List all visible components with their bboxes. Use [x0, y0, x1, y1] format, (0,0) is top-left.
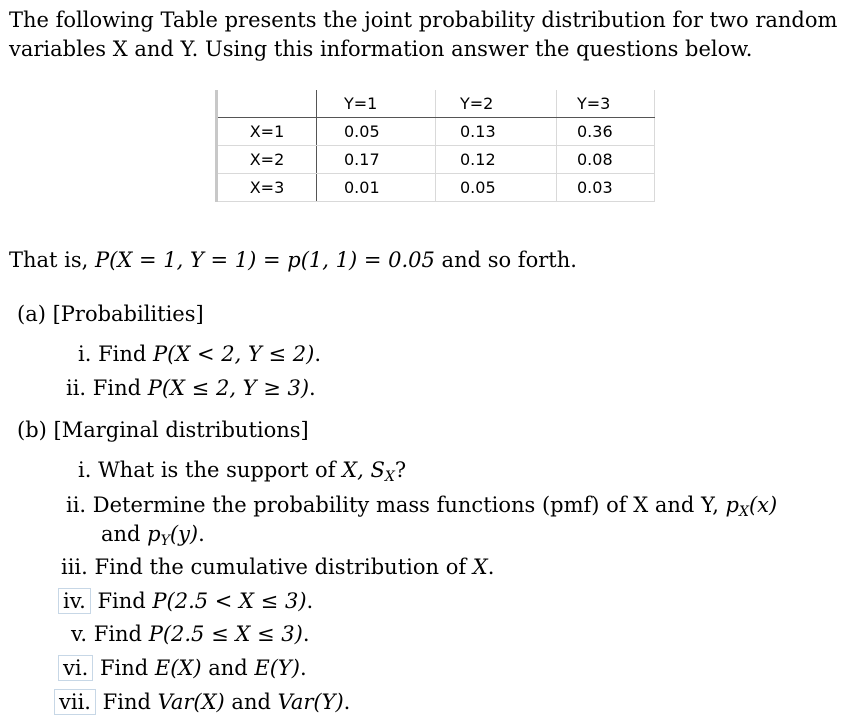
- item-end: .: [343, 690, 351, 714]
- item-mid: and: [224, 690, 278, 714]
- item-number: v.: [71, 622, 88, 646]
- item-text: Find: [99, 656, 155, 680]
- item-subscript: X: [384, 469, 395, 485]
- item-end: .: [309, 376, 316, 400]
- table-header-cell: [217, 90, 317, 118]
- table-cell: 0.08: [557, 146, 655, 174]
- item-math: X: [472, 555, 488, 579]
- item-text: Find: [92, 376, 148, 400]
- item-number: ii.: [66, 493, 87, 517]
- table-cell: 0.13: [436, 118, 557, 146]
- example-lead: That is,: [9, 248, 96, 272]
- item-math: P(X ≤ 2, Y ≥ 3): [147, 376, 310, 400]
- item-text: Find the cumulative distribution of: [94, 555, 473, 579]
- item-text: What is the support of: [98, 458, 343, 482]
- example-tail: and so forth.: [434, 248, 577, 272]
- item-end: .: [302, 622, 310, 646]
- item-math: E(X): [154, 656, 202, 680]
- item-text: Find: [97, 589, 153, 613]
- item-math: (x): [748, 493, 778, 517]
- table-header-cell: Y=3: [557, 90, 655, 118]
- table-header-cell: Y=2: [436, 90, 557, 118]
- item-number: iv.: [58, 588, 91, 614]
- table-cell: 0.17: [317, 146, 436, 174]
- table-row: [217, 118, 655, 146]
- row-label: X=1: [217, 118, 317, 146]
- item-end: .: [487, 555, 495, 579]
- item-text: Find: [93, 622, 149, 646]
- table-cell: 0.03: [557, 174, 655, 202]
- item-end: .: [306, 589, 314, 613]
- item-text: Find: [102, 690, 158, 714]
- item-number: iii.: [61, 555, 88, 579]
- item-text: Determine the probability mass functions (pmf) of X and Y,: [92, 493, 726, 517]
- item-number: ii.: [66, 376, 87, 400]
- row-label: X=3: [217, 174, 317, 202]
- item-end: .: [300, 656, 307, 680]
- item-math: P(X < 2, Y ≤ 2): [153, 342, 315, 366]
- question-b-v: [71, 622, 310, 646]
- item-math: p: [725, 493, 739, 517]
- intro-paragraph: The following Table presents the joint probability distribution for two random variables X and Y. Using this information answer the questions below.: [9, 8, 838, 61]
- example-sentence: [9, 248, 577, 272]
- table-row: [217, 174, 655, 202]
- item-mid: and: [201, 656, 255, 680]
- item-end: ?: [394, 458, 407, 482]
- item-math: Var(X): [157, 690, 225, 714]
- item-subscript: X: [739, 504, 749, 520]
- item-end: .: [198, 522, 205, 546]
- table-cell: 0.12: [436, 146, 557, 174]
- question-b-ii-line2: [101, 522, 205, 549]
- question-b-ii: [66, 493, 778, 520]
- question-b-i: [78, 458, 407, 485]
- item-text: and: [101, 522, 148, 546]
- table-cell: 0.05: [317, 118, 436, 146]
- part-b-heading: (b) [Marginal distributions]: [17, 418, 309, 442]
- item-math: P(2.5 ≤ X ≤ 3): [148, 622, 303, 646]
- table-header-cell: Y=1: [317, 90, 436, 118]
- question-a-ii: [66, 376, 316, 400]
- item-math: (y): [169, 522, 199, 546]
- item-number: vi.: [58, 655, 93, 681]
- item-math: X, S: [342, 458, 385, 482]
- item-number: i.: [78, 458, 92, 482]
- row-label: X=2: [217, 146, 317, 174]
- part-a-heading: (a) [Probabilities]: [17, 302, 204, 326]
- item-math: p: [147, 522, 161, 546]
- item-math: E(Y): [254, 656, 300, 680]
- table-row: [217, 146, 655, 174]
- question-b-vi: [63, 656, 307, 680]
- joint-probability-table: [215, 90, 655, 202]
- table-header-row: [217, 90, 655, 118]
- question-b-iii: [61, 555, 494, 579]
- item-end: .: [314, 342, 322, 366]
- item-number: vii.: [54, 689, 96, 715]
- item-subscript: Y: [160, 533, 170, 549]
- item-number: i.: [78, 342, 92, 366]
- item-math: P(2.5 < X ≤ 3): [152, 589, 307, 613]
- example-formula: P(X = 1, Y = 1) = p(1, 1) = 0.05: [95, 248, 435, 272]
- table-cell: 0.36: [557, 118, 655, 146]
- table-cell: 0.05: [436, 174, 557, 202]
- table-cell: 0.01: [317, 174, 436, 202]
- question-b-iv: [63, 589, 313, 613]
- question-a-i: [78, 342, 321, 366]
- item-math: Var(Y): [277, 690, 344, 714]
- item-text: Find: [98, 342, 154, 366]
- question-b-vii: [59, 690, 350, 714]
